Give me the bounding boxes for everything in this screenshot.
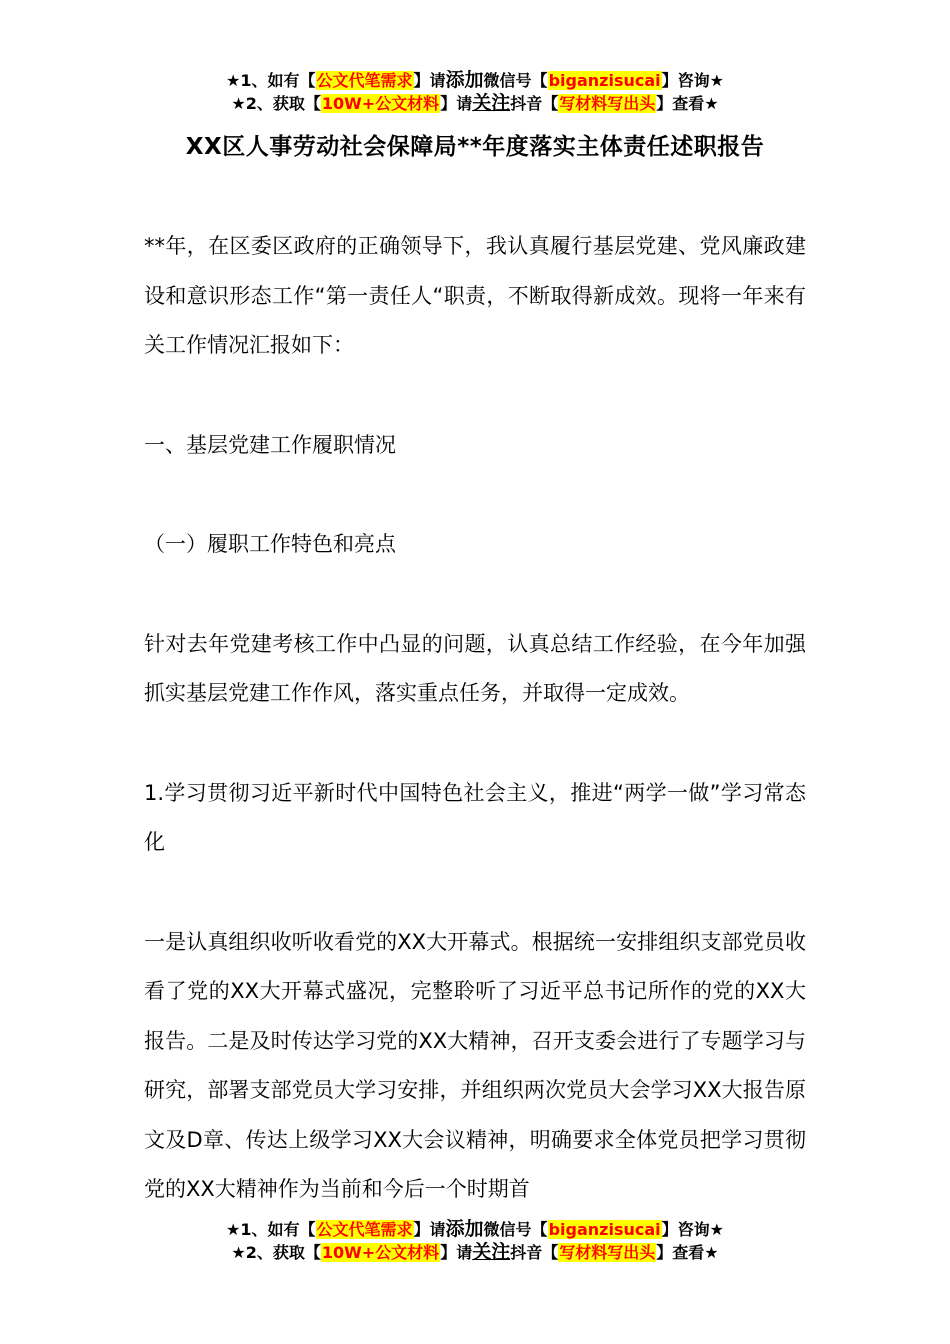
promo-emphasis-follow: 关注 xyxy=(472,92,511,114)
promo-highlight-materials: 10W+公文材料 xyxy=(321,94,440,113)
promo-text: 】请 xyxy=(413,1220,446,1239)
promo-highlight-materials: 10W+公文材料 xyxy=(321,1243,440,1262)
promo-text: ★1、如有【 xyxy=(226,1220,316,1239)
promo-text: 】请 xyxy=(440,1243,473,1262)
promo-text: 】查看★ xyxy=(656,94,719,113)
promo-text: 微信号【 xyxy=(483,71,548,90)
promo-text: 微信号【 xyxy=(483,1220,548,1239)
promo-text: ★2、获取【 xyxy=(231,94,321,113)
promo-highlight-service: 公文代笔需求 xyxy=(316,71,413,90)
item-heading: 1.学习贯彻习近平新时代中国特色社会主义，推进“两学一做”学习常态化 xyxy=(144,780,806,854)
intro-paragraph: **年，在区委区政府的正确领导下，我认真履行基层党建、党风廉政建设和意识形态工作“第一责任人“职责，不断取得新成效。现将一年来有关工作情况汇报如下： xyxy=(144,234,806,357)
promo-highlight-service: 公文代笔需求 xyxy=(316,1220,413,1239)
promo-text: ★1、如有【 xyxy=(226,71,316,90)
promo-line-2 xyxy=(0,1241,950,1264)
promo-banner-top xyxy=(0,69,950,115)
promo-highlight-wechat-id: biganzisucai xyxy=(548,1220,661,1239)
promo-text: 】请 xyxy=(413,71,446,90)
promo-banner-bottom xyxy=(0,1218,950,1264)
promo-emphasis-follow: 关注 xyxy=(472,1241,511,1263)
promo-text: 】请 xyxy=(440,94,473,113)
document-title: XX区人事劳动社会保障局**年度落实主体责任述职报告 xyxy=(185,134,765,160)
promo-highlight-douyin: 写材料写出头 xyxy=(559,1243,656,1262)
promo-emphasis-add: 添加 xyxy=(445,1218,484,1240)
promo-highlight-wechat-id: biganzisucai xyxy=(548,71,661,90)
promo-line-1 xyxy=(0,1218,950,1241)
promo-text: ★2、获取【 xyxy=(231,1243,321,1262)
promo-text: 抖音【 xyxy=(510,1243,559,1262)
subsection-heading: （一）履职工作特色和亮点 xyxy=(144,532,396,556)
promo-emphasis-add: 添加 xyxy=(445,69,484,91)
document-body xyxy=(144,222,806,1265)
promo-text: 】咨询★ xyxy=(661,71,724,90)
section-heading: 一、基层党建工作履职情况 xyxy=(144,432,396,457)
promo-highlight-douyin: 写材料写出头 xyxy=(559,94,656,113)
promo-text: 】咨询★ xyxy=(661,1220,724,1239)
promo-line-2 xyxy=(0,92,950,115)
body-paragraph: 针对去年党建考核工作中凸显的问题，认真总结工作经验，在今年加强抓实基层党建工作作风，落实重点任务，并取得一定成效。 xyxy=(144,631,806,705)
body-paragraph: 一是认真组织收听收看党的XX大开幕式。根据统一安排组织支部党员收看了党的XX大开幕式盛况，完整聆听了习近平总书记所作的党的XX大报告。二是及时传达学习党的XX大精神，召开支委会进行了专题学习与研究，部署支部党员大学习安排，并组织两次党员大会学习XX大报告原文及D章、传达上级学习XX大会议精神，明确要求全体党员把学习贯彻党的XX大精神作为当前和今后一个时期首 xyxy=(144,929,806,1201)
promo-text: 抖音【 xyxy=(510,94,559,113)
promo-line-1 xyxy=(0,69,950,92)
promo-text: 】查看★ xyxy=(656,1243,719,1262)
